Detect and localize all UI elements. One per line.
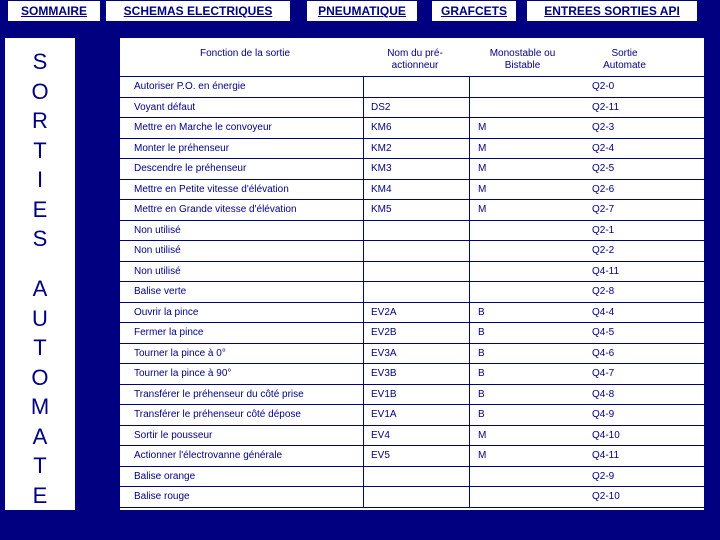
table-row — [120, 138, 704, 159]
mono-bistable-cell — [470, 487, 588, 508]
preactuator-cell — [364, 261, 470, 282]
function-cell: Descendre le préhenseur — [120, 159, 364, 180]
sidebar-letter: A — [32, 276, 48, 301]
function-cell: Mettre en Marche le convoyeur — [120, 118, 364, 139]
mono-bistable-cell: M — [470, 425, 588, 446]
tab-sommaire[interactable]: SOMMAIRE — [8, 1, 100, 21]
plc-output-cell: Q2-1 — [587, 220, 704, 241]
plc-output-cell: Q2-0 — [587, 77, 704, 98]
tab-schemas-electriques[interactable]: SCHEMAS ELECTRIQUES — [106, 1, 290, 21]
plc-output-cell: Q2-11 — [587, 97, 704, 118]
plc-output-cell: Q4-7 — [587, 364, 704, 385]
table-row — [120, 97, 704, 118]
table-row — [120, 200, 704, 221]
sidebar-letter: I — [36, 167, 44, 193]
sidebar-letter: U — [32, 305, 48, 331]
mono-bistable-cell: B — [470, 364, 588, 385]
sidebar-letter: T — [33, 335, 47, 360]
tab-entrees-sorties-api[interactable]: ENTREES SORTIES API — [527, 1, 697, 21]
preactuator-cell: KM3 — [364, 159, 470, 180]
plc-output-cell: Q2-2 — [587, 241, 704, 262]
top-navigation — [0, 0, 720, 22]
table-row — [120, 405, 704, 426]
preactuator-cell — [364, 241, 470, 262]
plc-output-cell: Q2-7 — [587, 200, 704, 221]
table-row — [120, 323, 704, 344]
function-cell: Balise rouge — [120, 487, 364, 508]
table-row — [120, 364, 704, 385]
header-preactuator: Nom du pré- actionneur — [387, 48, 443, 71]
plc-output-cell: Q4-11 — [587, 261, 704, 282]
function-cell: Non utilisé — [120, 261, 364, 282]
preactuator-cell: EV1B — [364, 384, 470, 405]
preactuator-cell: KM4 — [364, 179, 470, 200]
header-mono-bistable: Monostable ou Bistable — [489, 48, 556, 71]
preactuator-cell: KM5 — [364, 200, 470, 221]
mono-bistable-cell: M — [470, 200, 588, 221]
function-cell: Ouvrir la pince — [120, 302, 364, 323]
function-cell: Mettre en Grande vitesse d'élévation — [120, 200, 364, 221]
plc-output-cell: Q4-10 — [587, 425, 704, 446]
table-row — [120, 159, 704, 180]
preactuator-cell — [364, 77, 470, 98]
plc-output-cell: Q2-9 — [587, 466, 704, 487]
preactuator-cell — [364, 220, 470, 241]
table-row — [120, 343, 704, 364]
function-cell: Transférer le préhenseur côté dépose — [120, 405, 364, 426]
table-row — [120, 446, 704, 467]
table-row — [120, 302, 704, 323]
table-row — [120, 261, 704, 282]
table-row — [120, 77, 704, 98]
plc-output-cell: Q4-4 — [587, 302, 704, 323]
mono-bistable-cell: M — [470, 138, 588, 159]
mono-bistable-cell: B — [470, 302, 588, 323]
mono-bistable-cell: M — [470, 159, 588, 180]
table-row — [120, 282, 704, 303]
mono-bistable-cell: M — [470, 179, 588, 200]
function-cell: Tourner la pince à 0° — [120, 343, 364, 364]
preactuator-cell: EV5 — [364, 446, 470, 467]
sidebar-title — [5, 38, 75, 510]
header-function: Fonction de la sortie — [199, 48, 291, 59]
plc-output-cell: Q4-9 — [587, 405, 704, 426]
function-cell: Sortir le pousseur — [120, 425, 364, 446]
mono-bistable-cell: M — [470, 446, 588, 467]
plc-output-cell: Q2-10 — [587, 487, 704, 508]
mono-bistable-cell — [470, 97, 588, 118]
function-cell: Actionner l'électrovanne générale — [120, 446, 364, 467]
plc-output-cell: Q4-11 — [587, 446, 704, 467]
table-row — [120, 241, 704, 262]
mono-bistable-cell: M — [470, 118, 588, 139]
mono-bistable-cell: B — [470, 323, 588, 344]
mono-bistable-cell — [470, 77, 588, 98]
table-row — [120, 466, 704, 487]
sidebar-letter: E — [32, 482, 48, 508]
preactuator-cell: EV2A — [364, 302, 470, 323]
function-cell: Balise orange — [120, 466, 364, 487]
function-cell: Tourner la pince à 90° — [120, 364, 364, 385]
preactuator-cell: EV3A — [364, 343, 470, 364]
mono-bistable-cell — [470, 466, 588, 487]
preactuator-cell — [364, 487, 470, 508]
sidebar-word-automate — [31, 274, 49, 510]
table-row — [120, 425, 704, 446]
sidebar-letter: A — [32, 423, 48, 449]
sidebar-letter: T — [33, 137, 47, 163]
mono-bistable-cell — [470, 261, 588, 282]
sidebar-letter: O — [31, 364, 49, 390]
function-cell: Autoriser P.O. en énergie — [120, 77, 364, 98]
plc-output-cell: Q2-5 — [587, 159, 704, 180]
sidebar-letter: R — [32, 108, 48, 134]
table-row — [120, 118, 704, 139]
preactuator-cell: EV3B — [364, 364, 470, 385]
preactuator-cell — [364, 466, 470, 487]
preactuator-cell: EV1A — [364, 405, 470, 426]
plc-output-cell: Q2-3 — [587, 118, 704, 139]
mono-bistable-cell — [470, 241, 588, 262]
io-table — [120, 76, 704, 508]
mono-bistable-cell — [470, 220, 588, 241]
function-cell: Transférer le préhenseur du côté prise — [120, 384, 364, 405]
mono-bistable-cell: B — [470, 343, 588, 364]
tab-pneumatique[interactable]: PNEUMATIQUE — [307, 1, 417, 21]
preactuator-cell: KM2 — [364, 138, 470, 159]
preactuator-cell: EV4 — [364, 425, 470, 446]
function-cell: Balise verte — [120, 282, 364, 303]
tab-grafcets[interactable]: GRAFCETS — [432, 1, 516, 21]
mono-bistable-cell: B — [470, 405, 588, 426]
preactuator-cell: KM6 — [364, 118, 470, 139]
table-row — [120, 487, 704, 508]
mono-bistable-cell: B — [470, 384, 588, 405]
function-cell: Non utilisé — [120, 241, 364, 262]
sidebar-letter: E — [32, 196, 48, 222]
io-table-panel — [120, 38, 704, 510]
sidebar-letter: S — [32, 226, 48, 252]
preactuator-cell — [364, 282, 470, 303]
sidebar-word-sorties — [31, 47, 48, 254]
preactuator-cell: EV2B — [364, 323, 470, 344]
table-row — [120, 220, 704, 241]
table-row — [120, 384, 704, 405]
sidebar-letter: S — [32, 49, 48, 75]
mono-bistable-cell — [470, 282, 588, 303]
function-cell: Voyant défaut — [120, 97, 364, 118]
table-row — [120, 179, 704, 200]
sidebar-letter: T — [33, 453, 47, 478]
plc-output-cell: Q4-5 — [587, 323, 704, 344]
plc-output-cell: Q4-6 — [587, 343, 704, 364]
function-cell: Fermer la pince — [120, 323, 364, 344]
preactuator-cell: DS2 — [364, 97, 470, 118]
sidebar-letter: O — [31, 78, 49, 104]
plc-output-cell: Q2-4 — [587, 138, 704, 159]
header-plc-output: Sortie Automate — [603, 48, 646, 71]
function-cell: Non utilisé — [120, 220, 364, 241]
plc-output-cell: Q2-6 — [587, 179, 704, 200]
function-cell: Mettre en Petite vitesse d'élévation — [120, 179, 364, 200]
plc-output-cell: Q4-8 — [587, 384, 704, 405]
plc-output-cell: Q2-8 — [587, 282, 704, 303]
sidebar-letter: M — [30, 394, 50, 419]
function-cell: Monter le préhenseur — [120, 138, 364, 159]
